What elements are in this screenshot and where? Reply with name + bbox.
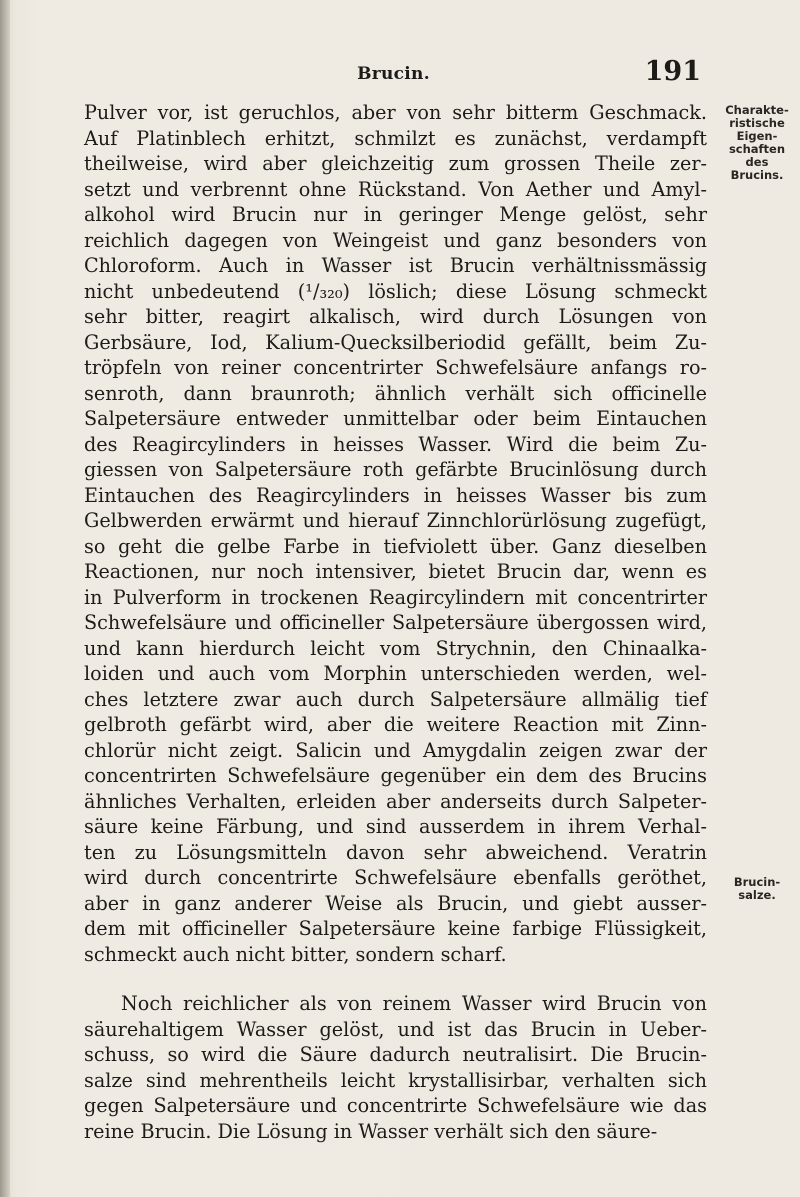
text-line: aber in ganz anderer Weise als Brucin, und giebt ausser- xyxy=(84,891,707,915)
text-line: sehr bitter, reagirt alkalisch, wird durch Lösungen von xyxy=(84,305,707,328)
text-line: setzt und verbrennt ohne Rückstand. Von Aether und Amyl- xyxy=(84,177,707,201)
margin-note-line: Brucin- xyxy=(733,875,781,889)
text-line: Eintauchen des Reagircylinders in heisses Wasser bis zum xyxy=(84,483,707,507)
margin-note-characteristics xyxy=(718,104,796,182)
margin-note-brucine-salts xyxy=(718,876,796,902)
text-line: loiden und auch vom Morphin unterschieden werden, wel- xyxy=(84,662,707,685)
body-text xyxy=(84,100,707,1144)
text-line: giessen von Salpetersäure roth gefärbte Brucinlösung durch xyxy=(84,458,707,481)
running-head xyxy=(86,58,701,98)
text-line: Gelbwerden erwärmt und hierauf Zinnchlorürlösung zugefügt, xyxy=(84,509,707,532)
text-line: schuss, so wird die Säure dadurch neutralisirt. Die Brucin- xyxy=(84,1043,707,1066)
text-line: reichlich dagegen von Weingeist und ganz besonders von xyxy=(84,228,707,252)
text-line: dem mit officineller Salpetersäure keine farbige Flüssigkeit, xyxy=(84,917,707,940)
text-line: gegen Salpetersäure und concentrirte Schwefelsäure wie das xyxy=(84,1094,707,1117)
text-line: senroth, dann braunroth; ähnlich verhält sich officinelle xyxy=(84,381,707,405)
paragraph-properties xyxy=(84,100,707,967)
margin-note-line: ristische xyxy=(729,116,785,130)
text-line: Pulver vor, ist geruchlos, aber von sehr bitterm Geschmack. xyxy=(84,101,707,124)
text-line: wird durch concentrirte Schwefelsäure ebenfalls geröthet, xyxy=(84,866,707,889)
margin-note-line: des xyxy=(745,155,769,169)
running-head-title: Brucin. xyxy=(357,64,430,84)
text-line: ches letztere zwar auch durch Salpetersäure allmälig tief xyxy=(84,687,707,711)
margin-note-line: Brucins. xyxy=(730,168,784,182)
page-gutter-shadow xyxy=(0,0,10,1197)
text-line: Gerbsäure, Iod, Kalium-Quecksilberiodid gefällt, beim Zu- xyxy=(84,330,707,354)
text-line: säure keine Färbung, und sind ausserdem in ihrem Verhal- xyxy=(84,815,707,838)
paragraph-gap xyxy=(84,967,707,991)
paragraph-salts xyxy=(84,991,707,1144)
text-line: schmeckt auch nicht bitter, sondern scharf. xyxy=(84,942,507,966)
text-line: ten zu Lösungsmitteln davon sehr abweichend. Veratrin xyxy=(84,840,707,864)
text-line: Chloroform. Auch in Wasser ist Brucin verhältnissmässig xyxy=(84,254,707,277)
page-number: 191 xyxy=(644,56,701,87)
text-line: so geht die gelbe Farbe in tiefviolett über. Ganz dieselben xyxy=(84,534,707,558)
text-line: Noch reichlicher als von reinem Wasser wird Brucin von xyxy=(121,992,707,1015)
text-line: säurehaltigem Wasser gelöst, und ist das Brucin in Ueber- xyxy=(84,1017,707,1041)
margin-note-line: Eigen- xyxy=(736,129,778,143)
text-line: ähnliches Verhalten, erleiden aber anderseits durch Salpeter- xyxy=(84,789,707,813)
text-line: Salpetersäure entweder unmittelbar oder beim Eintauchen xyxy=(84,407,707,430)
margin-note-line: Charakte- xyxy=(725,103,789,117)
text-line: und kann hierdurch leicht vom Strychnin, den Chinaalka- xyxy=(84,636,707,660)
text-line: chlorür nicht zeigt. Salicin und Amygdalin zeigen zwar der xyxy=(84,738,707,762)
margin-note-line: salze. xyxy=(738,888,776,902)
text-line: des Reagircylinders in heisses Wasser. Wird die beim Zu- xyxy=(84,432,707,456)
text-line: nicht unbedeutend (¹/₃₂₀) löslich; diese Lösung schmeckt xyxy=(84,279,707,303)
text-line: concentrirten Schwefelsäure gegenüber ein dem des Brucins xyxy=(84,764,707,787)
text-line: alkohol wird Brucin nur in geringer Menge gelöst, sehr xyxy=(84,203,707,226)
text-line: Reactionen, nur noch intensiver, bietet Brucin dar, wenn es xyxy=(84,560,707,583)
text-line: gelbroth gefärbt wird, aber die weitere Reaction mit Zinn- xyxy=(84,713,707,736)
text-line: reine Brucin. Die Lösung in Wasser verhält sich den säure- xyxy=(84,1119,658,1143)
margin-note-line: schaften xyxy=(728,142,786,156)
text-line: in Pulverform in trockenen Reagircylindern mit concentrirter xyxy=(84,585,707,609)
text-line: salze sind mehrentheils leicht krystallisirbar, verhalten sich xyxy=(84,1068,707,1092)
text-line: Auf Platinblech erhitzt, schmilzt es zunächst, verdampft xyxy=(84,126,707,150)
text-line: theilweise, wird aber gleichzeitig zum grossen Theile zer- xyxy=(84,152,707,175)
text-line: Schwefelsäure und officineller Salpetersäure übergossen wird, xyxy=(84,611,707,634)
text-line: tröpfeln von reiner concentrirter Schwefelsäure anfangs ro- xyxy=(84,356,707,379)
